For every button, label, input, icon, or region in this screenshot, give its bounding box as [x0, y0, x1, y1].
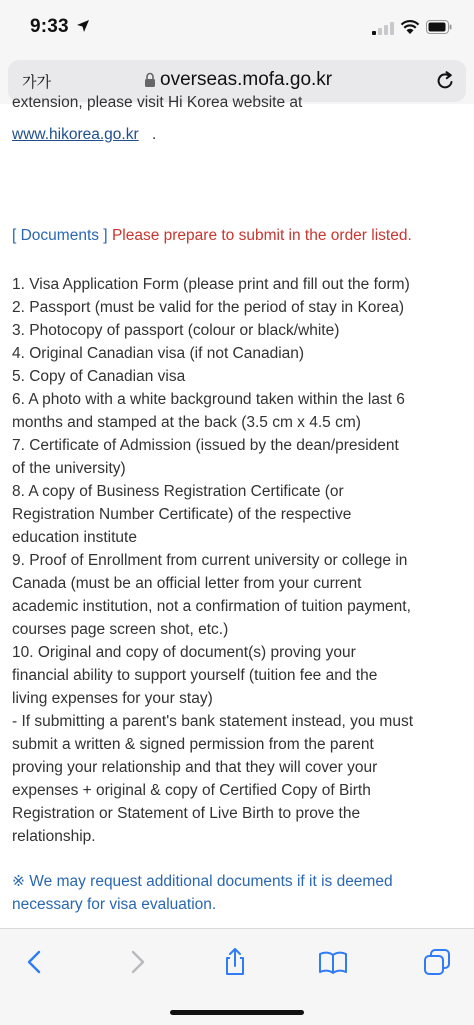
list-line: expenses + original & copy of Certified Copy of Birth: [12, 782, 371, 799]
notice-line: necessary for visa evaluation.: [12, 896, 217, 913]
bookmarks-icon[interactable]: [318, 947, 348, 977]
list-line: courses page screen shot, etc.): [12, 621, 229, 638]
list-line: proving your relationship and that they will cover your: [12, 759, 378, 776]
notice-line: ※ We may request additional documents if it is deemed: [12, 873, 393, 890]
list-line: submit a written & signed permission from the parent: [12, 736, 374, 753]
status-bar: [0, 0, 474, 58]
reload-icon[interactable]: [434, 70, 456, 92]
lock-icon: [144, 72, 156, 88]
list-line: 5. Copy of Canadian visa: [12, 368, 186, 385]
share-icon[interactable]: [220, 947, 250, 977]
documents-tag: [ Documents ]: [12, 227, 108, 244]
list-line: living expenses for your stay): [12, 690, 213, 707]
list-line: Registration or Statement of Live Birth to prove the: [12, 805, 361, 822]
list-line: Registration Number Certificate) of the respective: [12, 506, 352, 523]
documents-list: [12, 273, 468, 848]
list-line: of the university): [12, 460, 126, 477]
list-line: 6. A photo with a white background taken within the last 6: [12, 391, 405, 408]
wifi-icon: [400, 19, 420, 35]
cellular-signal-icon: [372, 22, 394, 35]
list-line: academic institution, not a confirmation of tuition payment,: [12, 598, 411, 615]
tabs-icon[interactable]: [422, 947, 452, 977]
back-icon[interactable]: [20, 947, 50, 977]
hikorea-link[interactable]: www.hikorea.go.kr: [12, 126, 139, 143]
forward-icon[interactable]: [122, 947, 152, 977]
additional-documents-notice: [12, 870, 468, 916]
documents-heading: [12, 227, 412, 245]
documents-note: Please prepare to submit in the order listed.: [111, 227, 412, 244]
list-line: 9. Proof of Enrollment from current university or college in: [12, 552, 408, 569]
list-line: 7. Certificate of Admission (issued by the dean/president: [12, 437, 399, 454]
list-line: - If submitting a parent's bank statement instead, you must: [12, 713, 413, 730]
list-line: education institute: [12, 529, 137, 546]
clipped-text-line: extension, please visit Hi Korea website at: [12, 94, 303, 111]
page-content: [0, 94, 474, 928]
list-line: financial ability to support yourself (tuition fee and the: [12, 667, 378, 684]
home-indicator: [170, 1010, 304, 1015]
list-line: months and stamped at the back (3.5 cm x 4.5 cm): [12, 414, 361, 431]
list-line: 10. Original and copy of document(s) proving your: [12, 644, 356, 661]
list-line: Canada (must be an official letter from your current: [12, 575, 362, 592]
text-size-button[interactable]: 가가: [22, 73, 51, 91]
link-period: .: [152, 126, 157, 143]
list-line: 4. Original Canadian visa (if not Canadian): [12, 345, 305, 362]
url-text[interactable]: overseas.mofa.go.kr: [160, 69, 333, 90]
list-line: 3. Photocopy of passport (colour or black/white): [12, 322, 340, 339]
status-time: 9:33: [30, 16, 69, 37]
list-line: relationship.: [12, 828, 96, 845]
battery-icon: [426, 20, 452, 34]
list-line: 1. Visa Application Form (please print and fill out the form): [12, 276, 410, 293]
list-line: 8. A copy of Business Registration Certificate (or: [12, 483, 344, 500]
location-arrow-icon: [76, 19, 90, 33]
list-line: 2. Passport (must be valid for the period of stay in Korea): [12, 299, 404, 316]
